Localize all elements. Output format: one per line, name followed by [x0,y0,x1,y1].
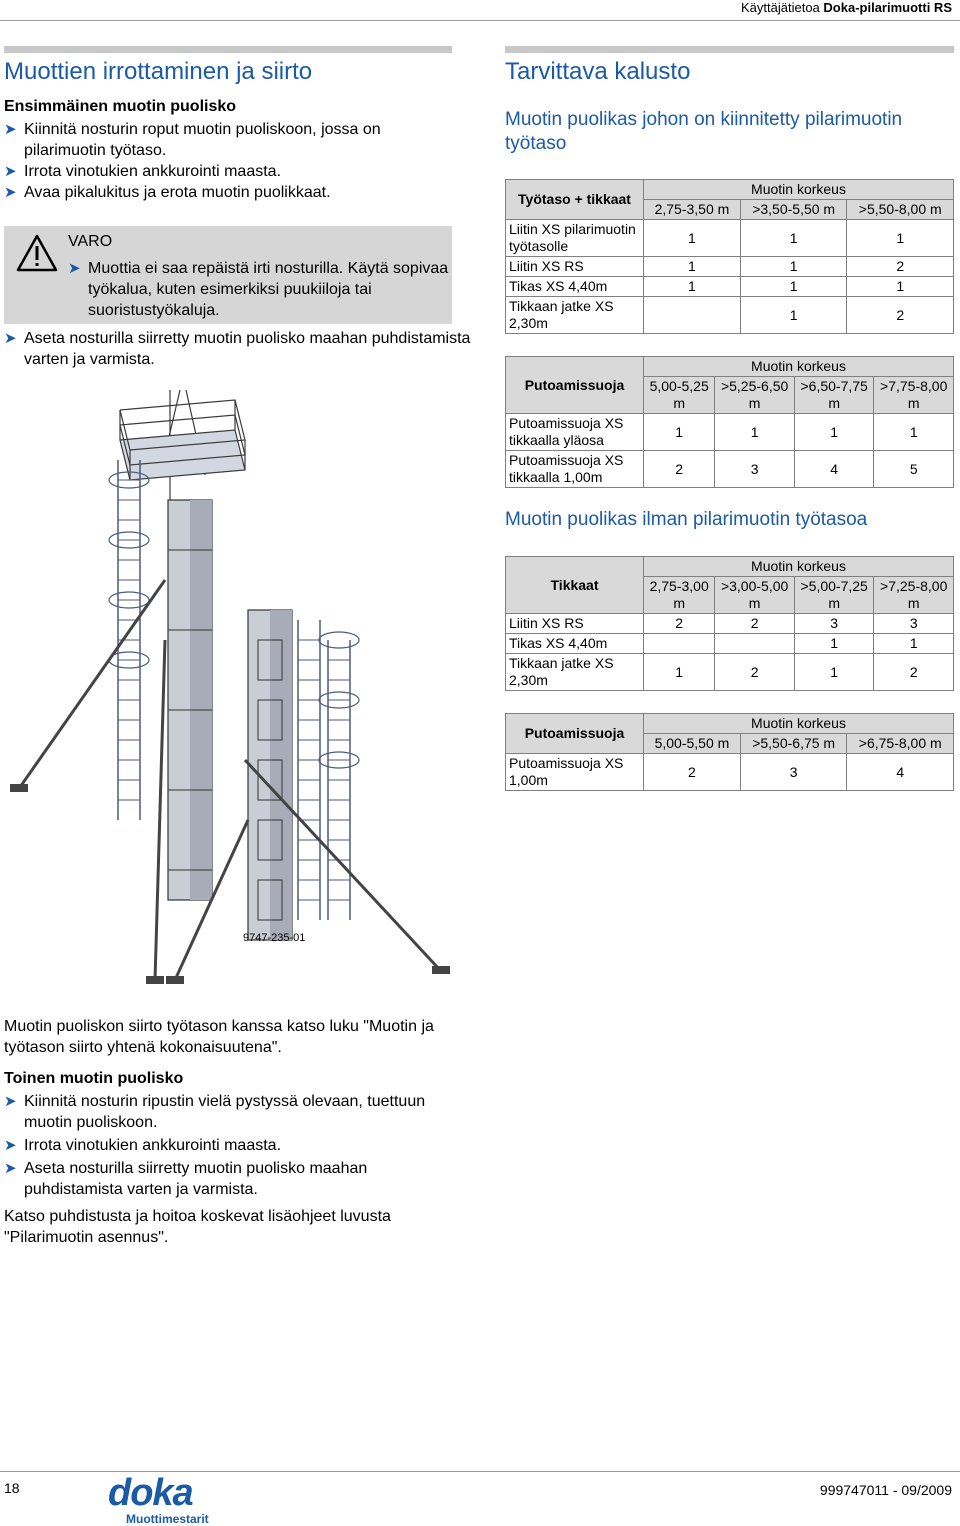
left-title: Muottien irrottaminen ja siirto [4,58,313,85]
row-label: Putoamissuoja XS tikkaalla yläosa [506,414,644,451]
table-row [506,451,954,488]
doka-logo [108,1472,248,1526]
cell: 1 [740,297,847,334]
arrow-icon: ➤ [68,260,81,277]
cell: 1 [794,634,874,654]
column-header: >5,50-6,75 m [740,734,847,754]
cell: 1 [740,277,847,297]
right-title: Tarvittava kalusto [505,58,691,85]
cell: 1 [874,634,954,654]
table-row [506,257,954,277]
table-row [506,277,954,297]
cell: 1 [644,414,715,451]
table-row [506,634,954,654]
row-label: Tikas XS 4,40m [506,634,644,654]
cell: 2 [715,654,795,691]
cell: 2 [644,754,741,791]
page-number: 18 [4,1480,20,1496]
table-group-header: Muotin korkeus [644,357,954,377]
header-product: Doka-pilarimuotti RS [823,0,952,15]
column-header: >6,75-8,00 m [847,734,954,754]
document-number: 999747011 - 09/2009 [819,1482,952,1498]
column-header: 5,00-5,50 m [644,734,741,754]
cell: 1 [715,414,795,451]
column-header: >5,25-6,50 m [715,377,795,414]
table-platform-ladders [505,179,954,334]
cell: 1 [644,220,741,257]
page-header [741,0,952,15]
column-header: 5,00-5,25 m [644,377,715,414]
column-header: 2,75-3,50 m [644,200,741,220]
table-row [506,754,954,791]
cell: 3 [740,754,847,791]
cell: 1 [794,654,874,691]
cell: 1 [740,257,847,277]
bullet-item: ➤ Kiinnitä nosturin ripustin vielä pystyssä olevaan, tuettuun muotin puoliskoon. [4,1093,426,1131]
arrow-icon: ➤ [4,184,17,201]
cell: 4 [847,754,954,791]
row-label: Tikkaan jatke XS 2,30m [506,297,644,334]
row-label: Putoamissuoja XS 1,00m [506,754,644,791]
cell: 4 [794,451,874,488]
table-corner: Putoamissuoja [506,714,644,754]
row-label: Tikkaan jatke XS 2,30m [506,654,644,691]
column-header: >6,50-7,75 m [794,377,874,414]
warning-box [4,226,452,324]
left-column [4,58,452,203]
cell: 1 [644,257,741,277]
left-lower-text [4,1016,454,1248]
arrow-icon: ➤ [4,330,17,347]
cell: 1 [644,654,715,691]
cell: 1 [874,414,954,451]
bullet-item: ➤ Kiinnitä nosturin roput muotin puoliskoon, jossa on pilarimuotin työtaso. [4,121,381,159]
cell [715,634,795,654]
cell: 1 [794,414,874,451]
column-header: >7,75-8,00 m [874,377,954,414]
arrow-icon: ➤ [4,1093,17,1110]
column-header: >5,00-7,25 m [794,577,874,614]
row-label: Liitin XS pilarimuotin työtasolle [506,220,644,257]
cell: 2 [644,451,715,488]
warning-title: VARO [68,233,113,250]
warning-text: ➤ Muottia ei saa repäistä irti nosturilla. Käytä sopivaa työkalua, kuten esimerkiksi puukiiloja tai suoristustyökaluja. [68,260,449,319]
table-row [506,220,954,257]
cell [644,634,715,654]
column-header: 2,75-3,00 m [644,577,715,614]
table-fall-protection-1 [505,356,954,488]
table-group-header: Muotin korkeus [644,714,954,734]
cell: 1 [740,220,847,257]
row-label: Tikas XS 4,40m [506,277,644,297]
section-with-platform: Muotin puolikas johon on kiinnitetty pilarimuotin työtaso [505,109,903,154]
cell: 2 [847,297,954,334]
cell: 2 [874,654,954,691]
cell: 2 [847,257,954,277]
arrow-icon: ➤ [4,1160,17,1177]
table-group-header: Muotin korkeus [644,557,954,577]
section-without-platform: Muotin puolikas ilman pilarimuotin työtasoa [505,509,868,530]
formwork-illustration [0,380,460,1000]
left-title-bar [4,46,452,53]
table-row [506,297,954,334]
arrow-icon: ➤ [4,1137,17,1154]
table-corner: Putoamissuoja [506,357,644,414]
bullet-item: ➤ Aseta nosturilla siirretty muotin puolisko maahan puhdistamista varten ja varmista. [4,330,471,368]
transfer-note: Muotin puoliskon siirto työtason kanssa katso luku "Muotin ja työtason siirto yhtenä kokonaisuutena". [4,1018,434,1056]
table-corner: Työtaso + tikkaat [506,180,644,220]
cell: 3 [715,451,795,488]
table-fall-protection-2 [505,713,954,791]
bullet-item: ➤ Irrota vinotukien ankkurointi maasta. [4,163,282,180]
cell: 2 [644,614,715,634]
cell [644,297,741,334]
row-label: Liitin XS RS [506,614,644,634]
cleaning-note: Katso puhdistusta ja hoitoa koskevat lisäohjeet luvusta "Pilarimuotin asennus". [4,1208,391,1246]
table-row [506,614,954,634]
column-header: >3,50-5,50 m [740,200,847,220]
cell: 3 [794,614,874,634]
cell: 3 [874,614,954,634]
row-label: Putoamissuoja XS tikkaalla 1,00m [506,451,644,488]
table-row [506,654,954,691]
arrow-icon: ➤ [4,163,17,180]
table-ladders [505,556,954,691]
right-column [505,58,954,156]
figure-label: 9747-235-01 [243,932,306,944]
cell: 1 [644,277,741,297]
table-corner: Tikkaat [506,557,644,614]
second-half-heading: Toinen muotin puolisko [4,1070,184,1087]
warning-triangle-icon [16,234,58,272]
column-header: >7,25-8,00 m [874,577,954,614]
logo-tagline: Muottimestarit [126,1512,209,1526]
column-header: >3,00-5,00 m [715,577,795,614]
header-label: Käyttäjätietoa [741,0,820,15]
bullet-item: ➤ Avaa pikalukitus ja erota muotin puolikkaat. [4,184,331,201]
first-half-heading: Ensimmäinen muotin puolisko [4,98,237,115]
bullet-item: ➤ Irrota vinotukien ankkurointi maasta. [4,1137,282,1154]
right-title-bar [505,46,954,53]
logo-wordmark: doka [108,1472,193,1514]
table-row [506,414,954,451]
column-header: >5,50-8,00 m [847,200,954,220]
cell: 5 [874,451,954,488]
header-divider [0,20,960,21]
table-group-header: Muotin korkeus [644,180,954,200]
bullet-item: ➤ Aseta nosturilla siirretty muotin puolisko maahan puhdistamista varten ja varmista. [4,1160,368,1198]
row-label: Liitin XS RS [506,257,644,277]
cell: 2 [715,614,795,634]
arrow-icon: ➤ [4,121,17,138]
cell: 1 [847,277,954,297]
cell: 1 [847,220,954,257]
